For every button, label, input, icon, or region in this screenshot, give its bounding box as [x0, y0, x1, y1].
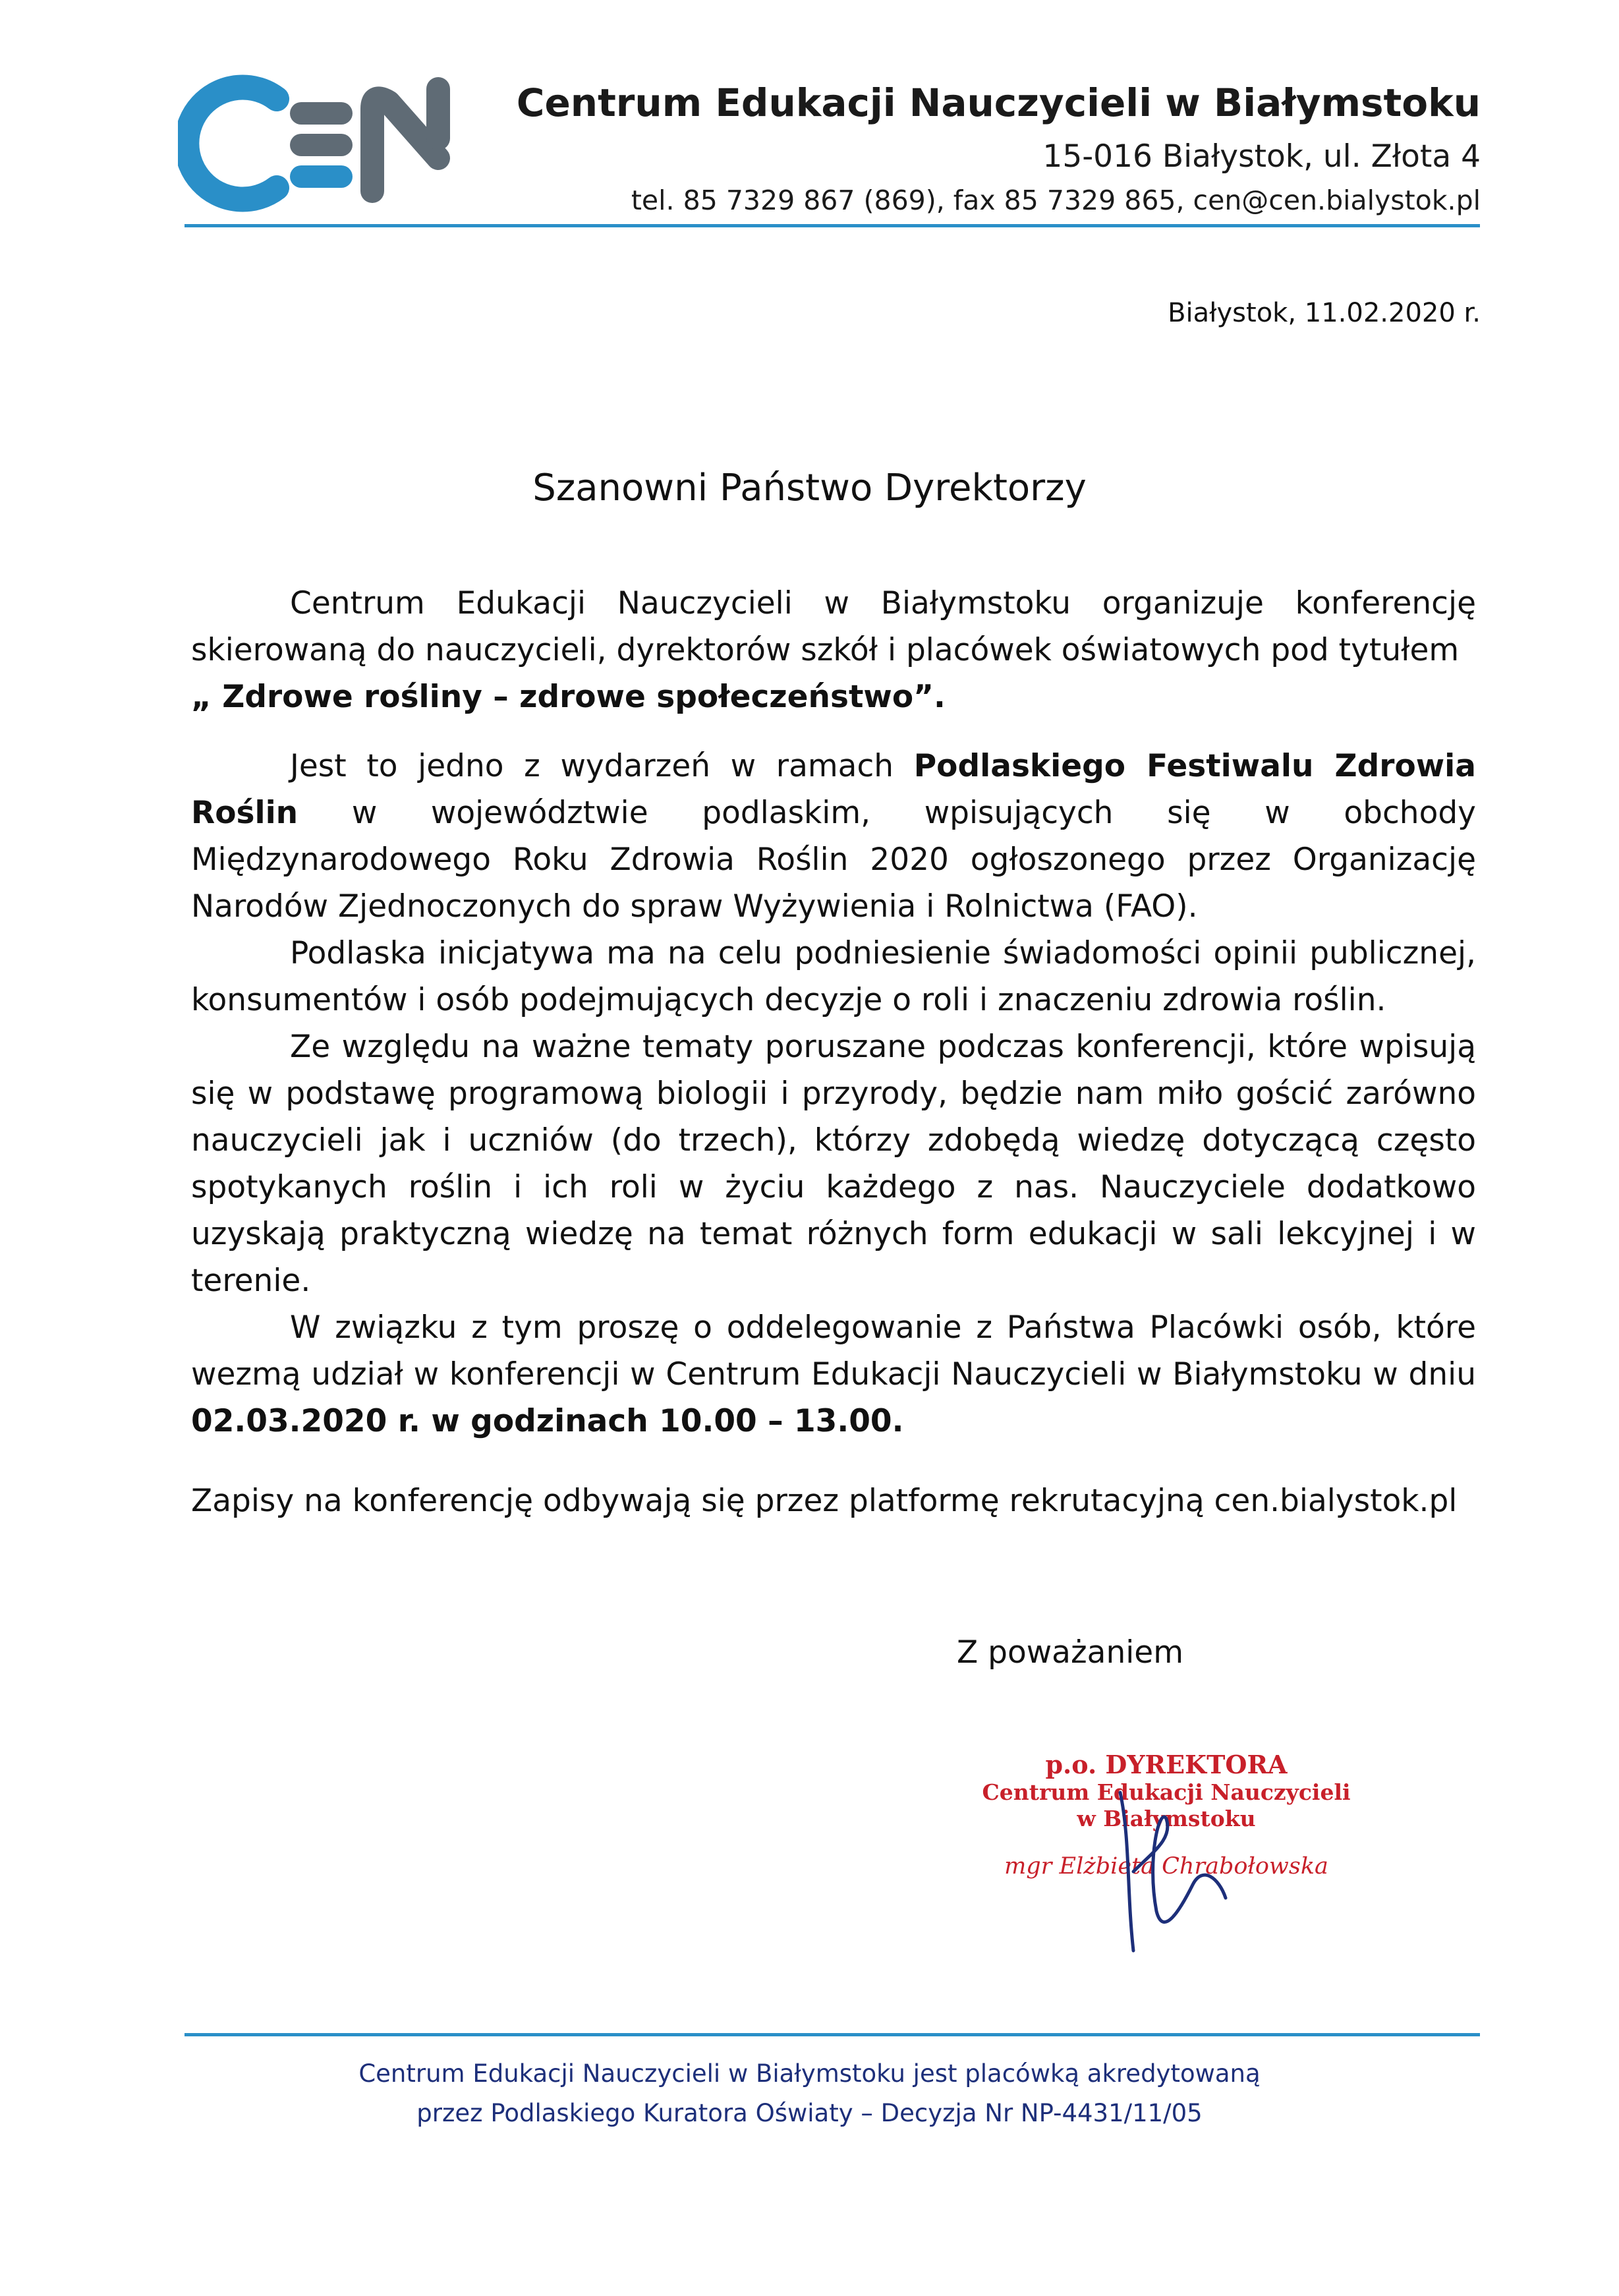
- institution-contact: tel. 85 7329 867 (869), fax 85 7329 865, cen@cen.bialystok.pl: [631, 185, 1481, 216]
- conference-date: 02.03.2020 r. w godzinach 10.00 – 13.00.: [191, 1403, 904, 1439]
- festival-name: Podlaskiego Festiwalu Zdrowia Roślin: [191, 748, 1476, 831]
- paragraph-registration: Zapisy na konferencję odbywają się przez platformę rekrutacyjną cen.bialystok.pl: [191, 1483, 1458, 1519]
- paragraph-initiative: Podlaska inicjatywa ma na celu podniesienie świadomości opinii publicznej, konsumentów i osób podejmujących decyzje o roli i znaczeniu zdrowia roślin.: [191, 935, 1476, 1018]
- institution-name: Centrum Edukacji Nauczycieli w Białymstoku: [516, 80, 1481, 125]
- footer-accreditation-line2: przez Podlaskiego Kuratora Oświaty – Decyzja Nr NP-4431/11/05: [416, 2099, 1203, 2127]
- handwritten-signature: [1094, 1779, 1252, 1964]
- footer-divider: [185, 2033, 1480, 2036]
- paragraph-intro: Centrum Edukacji Nauczycieli w Białymstoku organizuje konferencję skierowaną do nauczycieli, dyrektorów szkół i placówek oświatowych pod tytułem „ Zdrowe rośliny – zdrowe społeczeństwo”.: [191, 580, 1476, 720]
- header-divider: [185, 224, 1480, 227]
- paragraph-topics: Ze względu na ważne tematy poruszane podczas konferencji, które wpisują się w podstawę programową biologii i przyrody, będzie nam miło gościć zarówno nauczycieli jak i uczniów (do trzech), którzy zdobędą wiedzę dotyczącą często spotykanych roślin i ich roli w życiu każdego z nas. Nauczyciele dodatkowo uzyskają praktyczną wiedzę na temat różnych form edukacji w sali lekcyjnej i w terenie.: [191, 1029, 1476, 1299]
- stamp-org-line1: Centrum Edukacji Nauczycieli: [982, 1779, 1351, 1805]
- cen-logo: [178, 63, 468, 214]
- salutation: Szanowni Państwo Dyrektorzy: [532, 467, 1087, 509]
- institution-address: 15-016 Białystok, ul. Złota 4: [1042, 138, 1481, 175]
- footer-accreditation-line1: Centrum Edukacji Nauczycieli w Białymstoku jest placówką akredytowaną: [358, 2059, 1261, 2088]
- stamp-person: mgr Elżbieta Chrabołowska: [1004, 1853, 1328, 1880]
- paragraph-festival: Jest to jedno z wydarzeń w ramach Podlaskiego Festiwalu Zdrowia Roślin w województwie podlaskim, wpisujących się w obchody Międzynarodowego Roku Zdrowia Roślin 2020 ogłoszonego przez Organizację Narodów Zjednoczonych do spraw Wyżywienia i Rolnictwa (FAO).: [191, 748, 1476, 925]
- stamp-role: p.o. DYREKTORA: [1045, 1750, 1288, 1779]
- paragraph-delegation: W związku z tym proszę o oddelegowanie z Państwa Placówki osób, które wezmą udział w konferencji w Centrum Edukacji Nauczycieli w Białymstoku w dniu 02.03.2020 r. w godzinach 10.00 – 13.00.: [191, 1309, 1476, 1439]
- conference-title: „ Zdrowe rośliny – zdrowe społeczeństwo”.: [191, 679, 946, 715]
- letter-date: Białystok, 11.02.2020 r.: [1168, 298, 1481, 328]
- closing-phrase: Z poważaniem: [957, 1634, 1183, 1671]
- letter-body: [191, 580, 1476, 1524]
- stamp-org-line2: w Białymstoku: [1077, 1806, 1256, 1831]
